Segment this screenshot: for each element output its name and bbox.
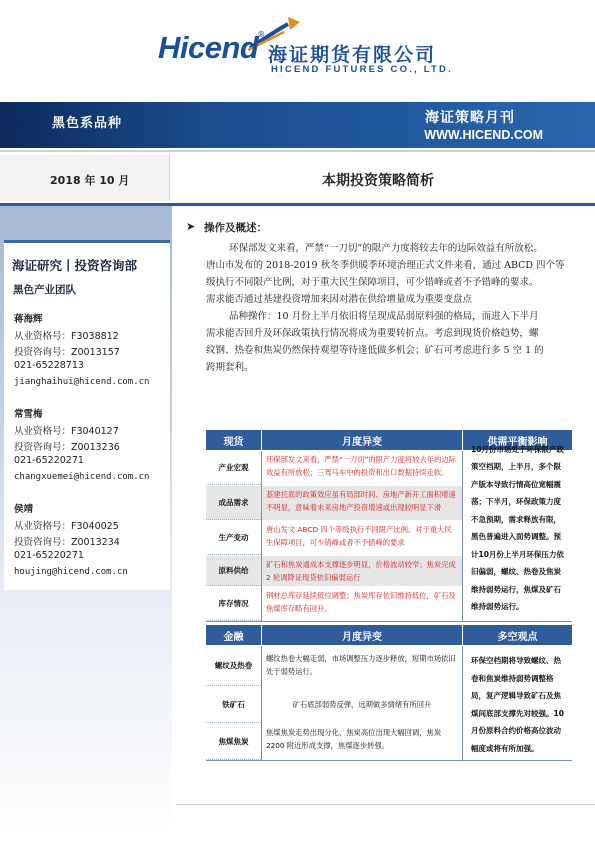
row-label: 生产变动: [206, 521, 261, 555]
analyst-name: 侯靖: [14, 504, 34, 515]
analyst-phone: 021-65220271: [14, 455, 84, 466]
page-title: 本期投资策略简析: [322, 173, 434, 189]
analyst-consult: 投资咨询号：Z0013234: [14, 537, 120, 548]
header-logo: [0, 0, 595, 95]
analyst-license: 从业资格号：F3038812: [14, 331, 119, 342]
paragraph-line: 唐山市发布的 2018-2019 秋冬季供暖季环境治理正式文件来看，通过 ABCD 四个等: [206, 260, 565, 271]
row-label: 铁矿石: [206, 687, 261, 723]
website-link[interactable]: WWW.HICEND.COM: [424, 128, 543, 142]
row-label: 螺纹及热卷: [206, 646, 261, 686]
table-header-change: 月度异变: [262, 625, 462, 645]
company-name-en: HICEND FUTURES CO., LTD.: [271, 64, 453, 75]
table-gridline: [206, 621, 572, 622]
analyst-email[interactable]: houjing@hicend.com.cn: [14, 567, 128, 577]
table-header-balance: 供需平衡影响: [463, 430, 572, 450]
row-text: 螺纹热卷大幅走弱，市场调整压力逐步释放，短期市场依旧处于弱势运行。: [266, 654, 456, 676]
publication-title: 海证策略月刊: [425, 110, 515, 126]
header-banner: [0, 102, 595, 148]
table-gridline: [206, 760, 572, 761]
paragraph-line: 纹钢、热卷和焦炭仍然保持观望等待逢低做多机会；矿石可考虑进行多 5 空 1 的: [206, 345, 544, 356]
table-header-spot: 现货: [206, 430, 261, 450]
analyst-name: 蒋海辉: [14, 314, 43, 325]
analyst-license: 从业资格号：F3040025: [14, 521, 119, 532]
balance-summary-text: 10月份市场处于环保限产政策空档期，上半月，多个限产版本导致行情高位宽幅震荡；下半月，环保政策力度不急预期，需求释放有限，黑色普遍进入面势调整。预计10月份上半月环保压力依旧偏弱，螺纹、热卷及焦炭维持弱势运行，焦煤及矿石维持弱势运行。: [471, 444, 564, 611]
company-name-cn: 海证期货有限公司: [268, 44, 437, 66]
row-label: 原料供给: [206, 556, 261, 586]
table-gridline: [462, 451, 463, 621]
row-text: 焦煤焦炭走势出现分化，焦炭高位出现大幅回调，焦炭 2200 附近形成支撑，焦煤逐步转强。: [266, 728, 442, 750]
research-dept: 海证研究丨投资咨询部: [12, 258, 138, 273]
issue-date: 2018 年 10 月: [50, 174, 130, 187]
team-name: 黑色产业团队: [13, 284, 76, 296]
table-header-change: 月度异变: [262, 430, 462, 450]
analyst-name: 常雪梅: [14, 409, 43, 420]
analyst-license: 从业资格号：F3040127: [14, 426, 119, 437]
paragraph-line: 品种操作：10 月份上半月依旧将呈现成品弱原料强的格局，而进入下半月: [229, 311, 539, 322]
row-text: 钢材总库存延续低位调整；焦炭库存依旧维持低位，矿石及焦煤库存略有回升。: [266, 591, 456, 613]
analyst-consult: 投资咨询号：Z0013236: [14, 442, 120, 453]
divider-top: [0, 150, 595, 152]
paragraph-line: 需求能否回升及环保政策执行情况将成为重要转折点。考虑到现货价格趋势，螺: [206, 328, 539, 339]
category-label: 黑色系品种: [52, 116, 123, 131]
paragraph-line: 跨期套利。: [206, 362, 254, 373]
row-text: 环保部发文来看，严禁“一刀切”的限产力度将较去年的边际效益有所放松；三驾马车中的投资和出口数据持续走软。: [266, 455, 456, 477]
row-text: 唐山发文 ABCD 四个等级执行不同限产比例，对于重大民生保障项目，可少错峰或者不予错峰的要求: [266, 525, 452, 547]
logo-wordmark: Hicend®: [158, 30, 264, 65]
registered-mark-icon: ®: [258, 30, 264, 39]
analyst-consult: 投资咨询号：Z0013157: [14, 347, 120, 358]
table-gridline: [261, 451, 262, 621]
view-summary: [463, 652, 572, 752]
table-header-finance: 金融: [206, 625, 261, 645]
table-header-view: 多空观点: [463, 625, 572, 645]
section-heading: 操作及概述：: [204, 222, 267, 234]
paragraph-line: 环保部发文来看，严禁“一刀切”的限产力度将较去年的边际效益有所放松。: [229, 243, 543, 254]
analyst-phone: 021-65228713: [14, 360, 84, 371]
analyst-email[interactable]: jianghaihui@hicend.com.cn: [14, 377, 150, 387]
analyst-email[interactable]: changxuemei@hicend.com.cn: [14, 472, 150, 482]
table-gridline: [462, 646, 463, 760]
bullet-arrow-icon: ➤: [186, 220, 196, 233]
balance-summary: [463, 438, 572, 618]
view-summary-text: 环保空档期将导致螺纹、热卷和焦炭维持弱势调整格局，复产逻辑导致矿石及焦煤间底部支撑先对较强。10月份原料合约价格高位波动幅度或将有所加强。: [471, 656, 564, 753]
footer-divider: [176, 804, 595, 805]
paragraph-line: 需求能否通过基建投资增加来因对潜在供给增量成为重要变盘点: [206, 294, 473, 305]
row-label: 产业宏观: [206, 451, 261, 485]
row-text: 矿石底部弱势反弹，远期做多情绪有所回升: [292, 700, 432, 709]
row-text: 矿石和焦炭通成本支撑逐步明显，价格波动较窄；焦炭完成 2 轮调降证现货依旧偏弱运行: [262, 556, 462, 586]
row-label: 库存情况: [206, 587, 261, 621]
paragraph-line: 级执行不同限产比例，对于重大民生保障项目，可少错峰或者不予错峰的要求。: [206, 277, 539, 288]
row-text: 基建托底的政策效应虽有局部时间、房地产新开工面积增速不明显，意味着未来房地产投资增速或出现较明显下滑: [262, 486, 462, 520]
table-gridline: [261, 646, 262, 760]
row-label: 焦煤焦炭: [206, 724, 261, 760]
row-label: 成品需求: [206, 486, 261, 520]
analyst-phone: 021-65220271: [14, 550, 84, 561]
